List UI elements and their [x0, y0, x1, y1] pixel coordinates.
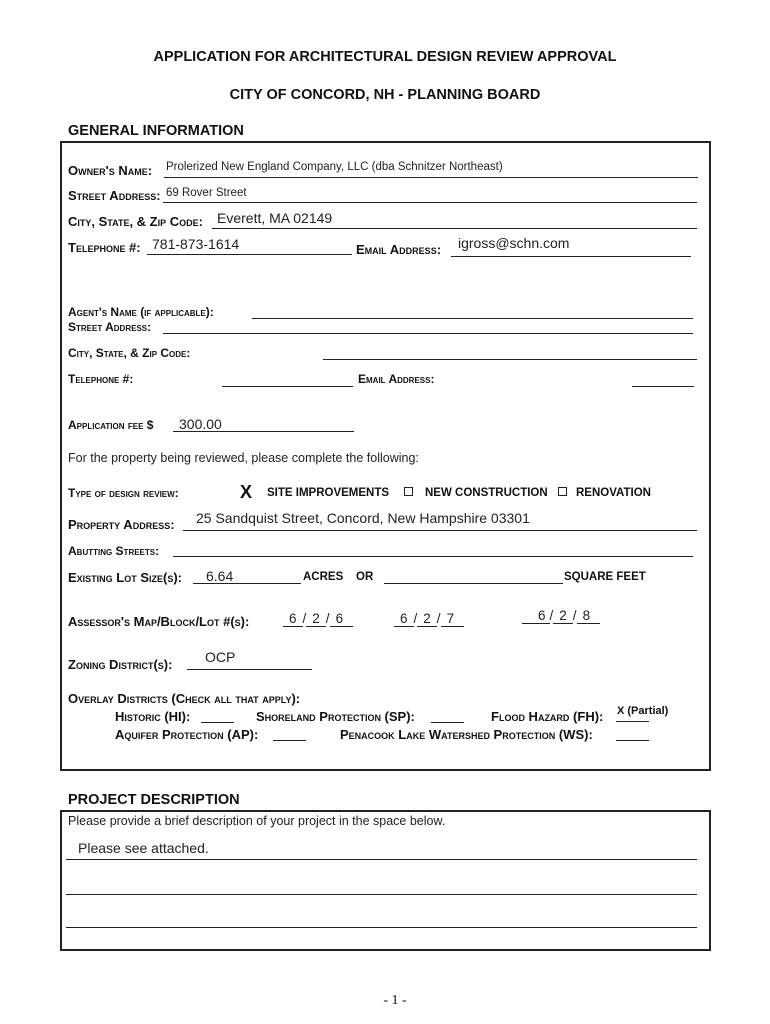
property-instructions: For the property being reviewed, please complete the following: — [68, 451, 419, 465]
acres-label: ACRES — [303, 571, 344, 583]
historic-field[interactable] — [201, 722, 234, 723]
abutting-streets-label: Abutting Streets: — [68, 544, 160, 558]
renovation-label: RENOVATION — [576, 487, 651, 499]
agent-name-label: Agent's Name (if applicable): — [68, 305, 214, 319]
penacook-label: Penacook Lake Watershed Protection (WS): — [340, 727, 593, 742]
telephone-line — [147, 254, 352, 255]
map-block-lot-2[interactable]: 6 / 2 / 7 — [394, 611, 464, 626]
agent-telephone-label: Telephone #: — [68, 372, 134, 386]
map-value: 6 — [522, 608, 550, 624]
agent-city-label: City, State, & Zip Code: — [68, 346, 191, 360]
telephone-field[interactable]: 781-873-1614 — [152, 236, 240, 252]
zoning-district-line — [187, 669, 312, 670]
square-feet-label: SQUARE FEET — [564, 571, 646, 583]
zoning-district-field[interactable]: OCP — [205, 649, 236, 665]
application-fee-field[interactable]: 300.00 — [179, 416, 222, 432]
agent-email-label: Email Address: — [358, 372, 435, 386]
agent-telephone-field[interactable] — [222, 386, 353, 387]
square-feet-field[interactable] — [384, 583, 563, 584]
lot-value: 7 — [441, 611, 465, 627]
description-line-3[interactable] — [66, 927, 697, 928]
city-state-zip-line — [212, 228, 697, 229]
document-title: APPLICATION FOR ARCHITECTURAL DESIGN REVIEW APPROVAL — [153, 49, 617, 65]
street-address-field[interactable]: 69 Rover Street — [166, 187, 247, 199]
project-description-instructions: Please provide a brief description of your project in the space below. — [68, 814, 446, 828]
agent-name-field[interactable] — [252, 318, 693, 319]
project-description-box — [60, 810, 711, 951]
agent-city-field[interactable] — [323, 359, 697, 360]
site-improvements-label: SITE IMPROVEMENTS — [267, 487, 390, 499]
map-value: 6 — [283, 611, 303, 627]
aquifer-field[interactable] — [273, 740, 306, 741]
lot-size-field[interactable]: 6.64 — [206, 568, 234, 584]
map-block-lot-label: Assessor's Map/Block/Lot #(s): — [68, 614, 250, 629]
description-line-1 — [66, 859, 697, 860]
shoreland-field[interactable] — [431, 722, 464, 723]
new-construction-label: NEW CONSTRUCTION — [425, 487, 548, 499]
document-subtitle: CITY OF CONCORD, NH - PLANNING BOARD — [229, 87, 541, 103]
project-description-field[interactable]: Please see attached. — [78, 840, 209, 856]
historic-label: Historic (HI): — [115, 709, 191, 724]
email-line — [451, 256, 691, 257]
or-label: OR — [356, 571, 374, 583]
aquifer-label: Aquifer Protection (AP): — [115, 727, 259, 742]
property-address-line — [183, 530, 697, 531]
project-description-heading: PROJECT DESCRIPTION — [68, 792, 240, 808]
map-block-lot-1[interactable]: 6 / 2 / 6 — [283, 611, 353, 626]
overlay-districts-label: Overlay Districts (Check all that apply): — [68, 691, 301, 706]
flood-hazard-label: Flood Hazard (FH): — [491, 709, 604, 724]
abutting-streets-field[interactable] — [173, 556, 693, 557]
block-value: 2 — [306, 611, 326, 627]
city-state-zip-field[interactable]: Everett, MA 02149 — [217, 210, 333, 226]
penacook-field[interactable] — [616, 740, 649, 741]
flood-hazard-field[interactable]: X (Partial) — [617, 705, 669, 717]
telephone-label: Telephone #: — [68, 240, 141, 255]
agent-street-label: Street Address: — [68, 320, 152, 334]
shoreland-label: Shoreland Protection (SP): — [256, 709, 415, 724]
owner-name-line — [164, 177, 698, 178]
site-improvements-checkbox[interactable]: X — [240, 482, 253, 502]
street-address-label: Street Address: — [68, 188, 161, 203]
new-construction-checkbox[interactable] — [404, 487, 413, 496]
renovation-checkbox[interactable] — [558, 487, 567, 496]
map-value: 6 — [394, 611, 414, 627]
description-line-2[interactable] — [66, 894, 697, 895]
city-state-zip-label: City, State, & Zip Code: — [68, 214, 203, 229]
email-field[interactable]: igross@schn.com — [458, 235, 570, 251]
page-number: - 1 - — [383, 993, 407, 1008]
email-label: Email Address: — [356, 242, 442, 257]
general-info-heading: GENERAL INFORMATION — [68, 123, 244, 139]
street-address-line — [163, 202, 697, 203]
agent-email-field[interactable] — [632, 386, 694, 387]
lot-size-label: Existing Lot Size(s): — [68, 570, 182, 585]
agent-street-field[interactable] — [163, 333, 693, 334]
owner-name-field[interactable]: Prolerized New England Company, LLC (dba Schnitzer Northeast) — [166, 161, 503, 173]
property-address-label: Property Address: — [68, 517, 175, 532]
lot-value: 8 — [577, 608, 601, 624]
application-fee-label: Application fee $ — [68, 418, 154, 432]
lot-value: 6 — [330, 611, 354, 627]
flood-hazard-line — [616, 721, 649, 722]
owner-name-label: Owner's Name: — [68, 163, 153, 178]
property-address-field[interactable]: 25 Sandquist Street, Concord, New Hampshire 03301 — [196, 510, 530, 526]
design-review-type-label: Type of design review: — [68, 486, 179, 500]
block-value: 2 — [417, 611, 437, 627]
zoning-district-label: Zoning District(s): — [68, 657, 173, 672]
map-block-lot-3[interactable]: 6 / 2 / 8 — [522, 608, 600, 623]
block-value: 2 — [553, 608, 573, 624]
